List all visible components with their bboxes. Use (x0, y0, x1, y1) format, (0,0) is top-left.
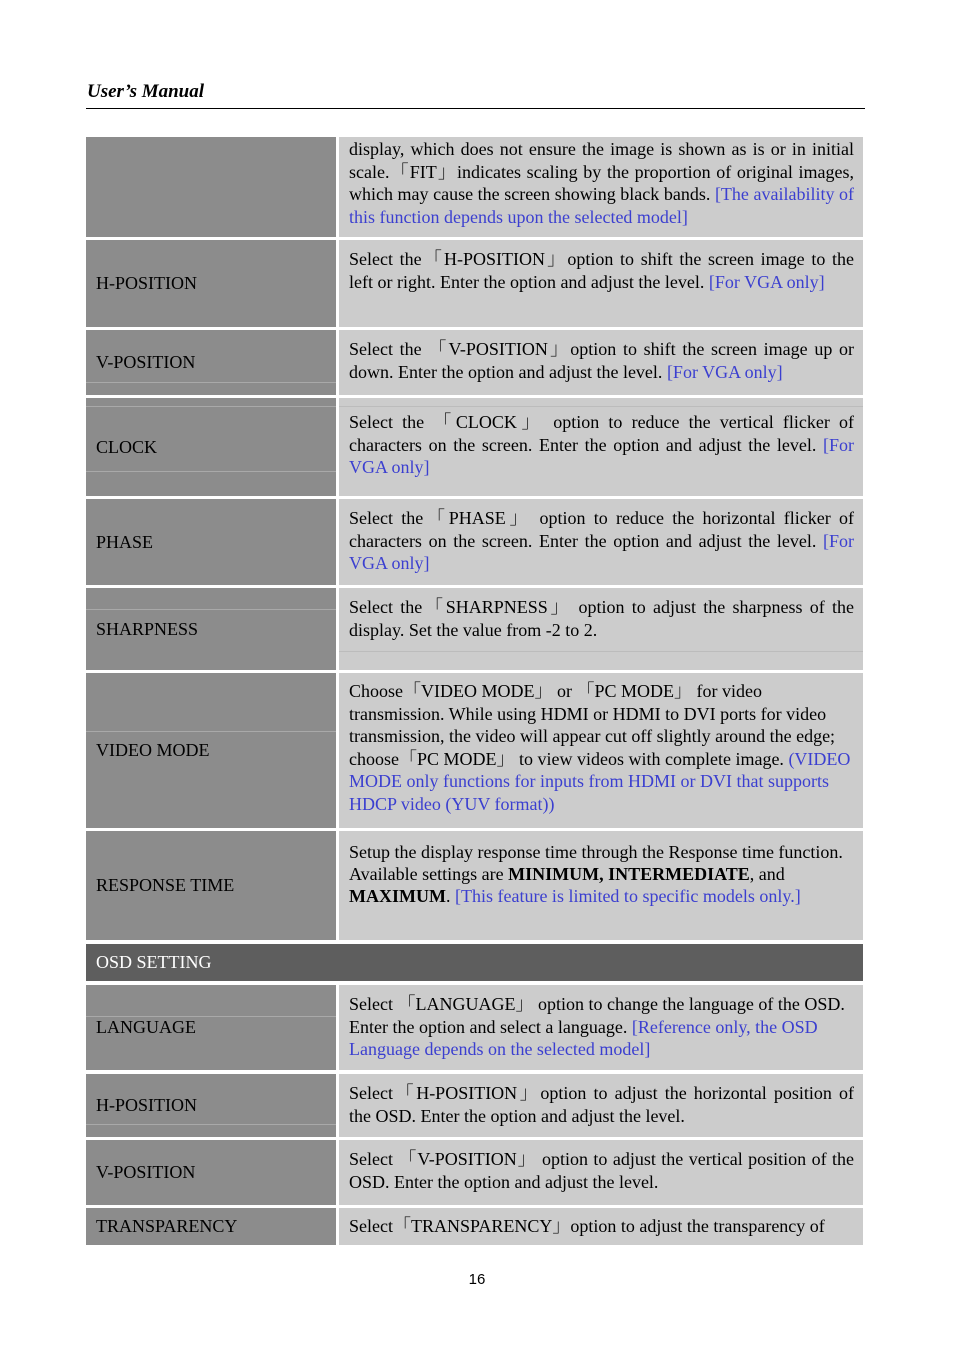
description-text: Select the「H-POSITION」option to shift the screen image to the left or right. Enter the option and adjust the level. (349, 249, 854, 292)
table-row (86, 1208, 863, 1245)
table-row (86, 1140, 863, 1205)
setting-description (339, 1208, 863, 1245)
setting-name: LANGUAGE (86, 985, 336, 1070)
table-row (86, 330, 863, 395)
description-text: Select 「LANGUAGE」 option to change the language of the OSD. Enter the option and select a language. (349, 994, 845, 1037)
setting-option: MAXIMUM (349, 886, 446, 906)
setting-name (86, 137, 336, 237)
availability-note: [The availability of this function depends upon the selected model] (349, 184, 855, 227)
setting-description (339, 831, 863, 940)
cell-divider (339, 406, 863, 407)
description-text: Select the 「CLOCK」 option to reduce the vertical flicker of characters on the screen. Enter the option and adjust the level. (349, 412, 854, 455)
description-text: Select the 「V-POSITION」option to shift the screen image up or down. Enter the option and adjust the level. (349, 339, 854, 382)
header-divider (86, 108, 865, 109)
manual-title: User’s Manual (87, 81, 205, 102)
availability-note: [Reference only, the OSD Language depends on the selected model] (349, 1016, 818, 1059)
table-row (86, 398, 863, 496)
table-row (86, 1074, 863, 1137)
setting-name: V-POSITION (86, 1140, 336, 1205)
availability-note: [For VGA only] (349, 434, 855, 477)
setting-name: H-POSITION (86, 1074, 336, 1137)
table-row (86, 673, 863, 828)
setting-name: H-POSITION (86, 240, 336, 327)
cell-divider (86, 406, 336, 407)
cell-divider (86, 382, 336, 383)
setting-name: VIDEO MODE (86, 673, 336, 828)
setting-description (339, 985, 863, 1070)
description-text: . (445, 886, 455, 906)
cell-divider (86, 609, 336, 610)
cell-divider (86, 731, 336, 732)
availability-note: (VIDEO MODE only functions for inputs from HDMI or DVI that supports HDCP video (YUV format)) (349, 748, 851, 814)
setting-name: TRANSPARENCY (86, 1208, 336, 1245)
setting-name: PHASE (86, 499, 336, 585)
setting-name: SHARPNESS (86, 588, 336, 670)
cell-divider (339, 651, 863, 652)
cell-divider (86, 1016, 336, 1017)
setting-description (339, 1140, 863, 1205)
page-number: 16 (468, 1271, 486, 1288)
section-header (86, 944, 863, 981)
availability-note: [For VGA only] (708, 271, 825, 292)
setting-name: RESPONSE TIME (86, 831, 336, 940)
setting-description (339, 1074, 863, 1137)
description-text: Select「TRANSPARENCY」option to adjust the transparency of (349, 1216, 825, 1236)
description-text: Choose「VIDEO MODE」 or 「PC MODE」 for video transmission. While using HDMI or HDMI to DVI ports for video transmission, the video will appear cut off slightly around the edge; choose「PC MODE」 to view videos with complete image. (349, 681, 836, 769)
setting-name: V-POSITION (86, 330, 336, 395)
table-row (86, 985, 863, 1070)
description-text: Select the「PHASE」 option to reduce the horizontal flicker of characters on the screen. Enter the option and adjust the level. (349, 508, 854, 551)
setting-description (339, 499, 863, 585)
description-text: Select 「V-POSITION」 option to adjust the vertical position of the OSD. Enter the option and adjust the level. (349, 1149, 854, 1192)
description-text: Setup the display response time through the Response time function. Available settings are (349, 842, 843, 884)
table-row (86, 588, 863, 670)
setting-description (339, 673, 863, 828)
setting-description (339, 330, 863, 395)
description-text: Select the「SHARPNESS」 option to adjust the sharpness of the display. Set the value from -2 to 2. (349, 597, 854, 640)
section-title: OSD SETTING (96, 952, 212, 972)
availability-note: [This feature is limited to specific models only.] (454, 886, 801, 906)
table-row (86, 137, 863, 237)
availability-note: [For VGA only] (666, 361, 783, 382)
cell-divider (86, 471, 336, 472)
setting-description (339, 588, 863, 670)
table-row (86, 831, 863, 940)
table-row (86, 499, 863, 585)
cell-divider (86, 1124, 336, 1125)
availability-note: [For VGA only] (349, 530, 855, 573)
description-text: Select「H-POSITION」option to adjust the horizontal position of the OSD. Enter the option and adjust the level. (349, 1083, 854, 1126)
setting-description (339, 240, 863, 327)
description-text: , and (749, 864, 785, 884)
table-row (86, 240, 863, 327)
setting-option: MINIMUM, INTERMEDIATE (508, 864, 750, 884)
setting-description (339, 137, 863, 237)
setting-name: CLOCK (86, 398, 336, 496)
description-text: display, which does not ensure the image is shown as is or in initial scale.「FIT」indicates scaling by the proportion of original images, which may cause the screen showing black bands. (349, 139, 854, 204)
setting-description (339, 398, 863, 496)
